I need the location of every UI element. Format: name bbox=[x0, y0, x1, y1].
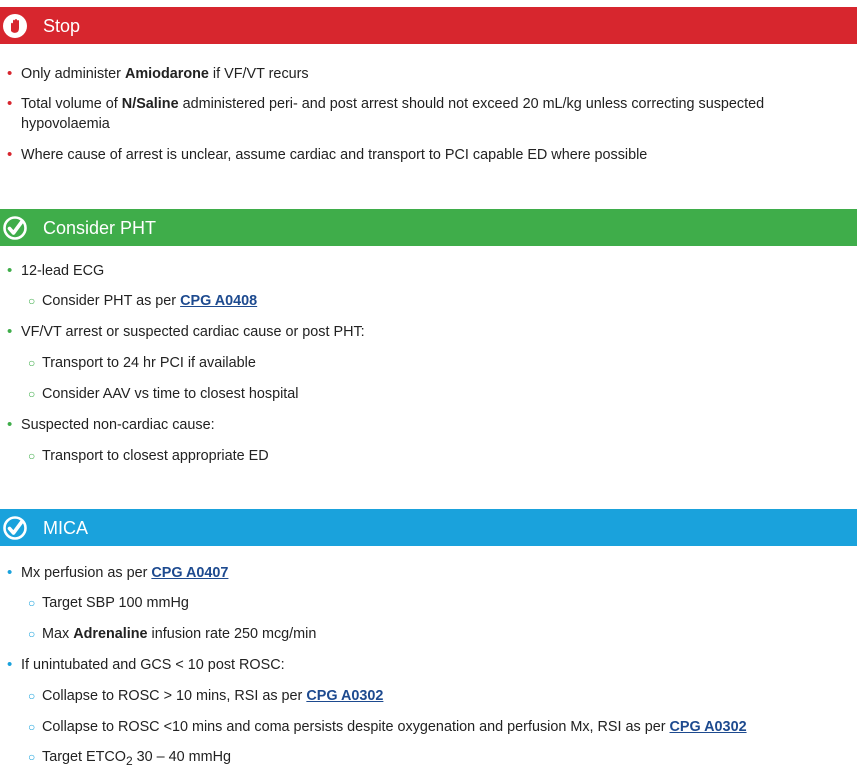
list-item: ○ Target $ETCO_2$ 30 – 40 mmHg bbox=[28, 749, 232, 768]
bullet-icon: ○ bbox=[28, 750, 36, 764]
stop-banner bbox=[0, 7, 857, 44]
stop-title: Stop bbox=[43, 16, 81, 36]
bullet-icon: ○ bbox=[28, 356, 36, 370]
checkmark-icon bbox=[3, 216, 27, 240]
bullet-icon: • bbox=[7, 564, 13, 581]
bullet-icon: ○ bbox=[28, 596, 36, 610]
consider-pht-title: Consider PHT bbox=[43, 218, 157, 238]
list-item: ○ Consider PHT as per CPG A0408 bbox=[28, 293, 258, 309]
cpg-a0408-link[interactable]: CPG A0408 bbox=[180, 293, 258, 309]
cpg-a0407-link[interactable]: CPG A0407 bbox=[151, 565, 229, 581]
bullet-icon: • bbox=[7, 323, 13, 340]
mica-banner bbox=[0, 509, 857, 546]
bullet-icon: • bbox=[7, 262, 13, 279]
list-item: ○ Collapse to ROSC <10 mins and coma persists despite oxygenation and perfusion Mx, RSI as per CPG A0302 bbox=[28, 719, 747, 735]
bullet-icon: ○ bbox=[28, 449, 36, 463]
mica-title: MICA bbox=[43, 518, 88, 538]
bullet-icon: • bbox=[7, 656, 13, 673]
bullet-icon: • bbox=[7, 95, 13, 112]
bullet-icon: • bbox=[7, 146, 13, 163]
list-item: • Suspected non-cardiac cause: bbox=[7, 416, 215, 433]
list-item: ○ Target SBP 100 mmHg bbox=[28, 595, 189, 611]
bullet-icon: ○ bbox=[28, 387, 36, 401]
consider-pht-banner bbox=[0, 209, 857, 246]
cpg-a0302-link[interactable]: CPG A0302 bbox=[306, 688, 384, 704]
list-item: ○ Collapse to ROSC > 10 mins, RSI as per CPG A0302 bbox=[28, 688, 384, 704]
list-item: ○ Consider AAV vs time to closest hospital bbox=[28, 386, 299, 402]
list-item: • 12-lead ECG bbox=[7, 262, 105, 279]
checkmark-icon bbox=[3, 516, 27, 540]
cpg-a0302-link[interactable]: CPG A0302 bbox=[669, 719, 747, 735]
list-item: ○ Transport to 24 hr PCI if available bbox=[28, 355, 256, 371]
bullet-icon: • bbox=[7, 65, 13, 82]
bullet-icon: ○ bbox=[28, 689, 36, 703]
hand-stop-icon bbox=[3, 14, 27, 38]
list-item: • Where cause of arrest is unclear, assume cardiac and transport to PCI capable ED where possible bbox=[7, 146, 648, 163]
list-item: • Mx perfusion as per CPG A0407 bbox=[7, 564, 229, 581]
list-item: ○ Max Adrenaline infusion rate 250 mcg/min bbox=[28, 626, 317, 642]
bullet-icon: ○ bbox=[28, 627, 36, 641]
list-item-continuation: hypovolaemia bbox=[21, 116, 110, 132]
list-item: ○ Transport to closest appropriate ED bbox=[28, 448, 269, 464]
list-item: • Only administer Amiodarone if VF/VT recurs bbox=[7, 65, 309, 82]
bullet-icon: ○ bbox=[28, 720, 36, 734]
list-item: • If unintubated and GCS < 10 post ROSC: bbox=[7, 656, 285, 673]
list-item: • Total volume of N/Saline administered peri- and post arrest should not exceed 20 mL/kg unless correcting suspected bbox=[7, 95, 765, 112]
bullet-icon: • bbox=[7, 416, 13, 433]
bullet-icon: ○ bbox=[28, 294, 36, 308]
list-item: • VF/VT arrest or suspected cardiac cause or post PHT: bbox=[7, 323, 365, 340]
